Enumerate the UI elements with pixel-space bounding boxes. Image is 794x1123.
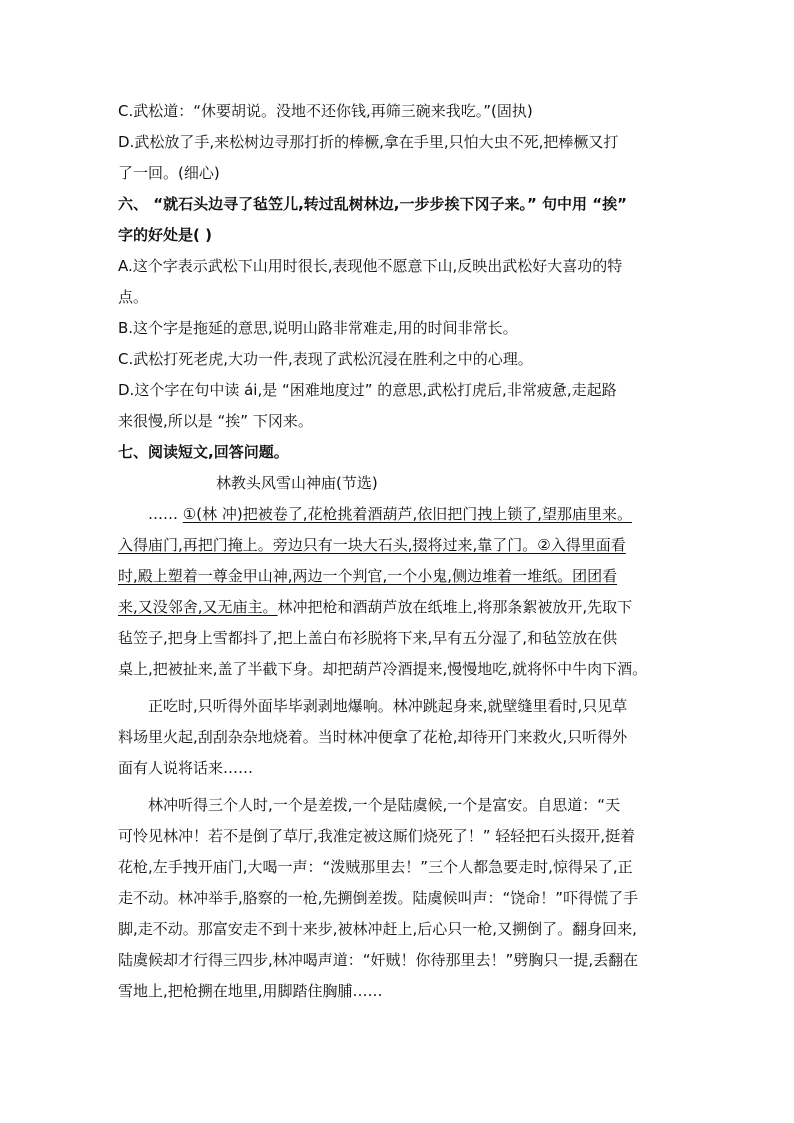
passage-p3-line6: 陆虞候却才行得三四步,林冲喝声道：“奸贼！你待那里去！”劈胸只一提,丢翻在 xyxy=(118,951,639,969)
passage-p3-line1: 林冲听得三个人时,一个是差拨,一个是陆虞候,一个是富安。自思道：“天 xyxy=(148,796,621,814)
q7-heading: 七、阅读短文,回答问题。 xyxy=(118,443,289,461)
q6-option-a-line2: 点。 xyxy=(118,288,149,306)
passage-p3-line4: 走不动。林冲举手,胳察的一枪,先搠倒差拨。陆虞候叫声：“饶命！”吓得慌了手 xyxy=(118,889,639,907)
q5-option-d-line2: 了一回。(细心) xyxy=(118,164,220,182)
q5-option-c: C.武松道：“休要胡说。没地不还你钱,再筛三碗来我吃。”(固执) xyxy=(118,102,533,120)
q6-stem-line2: 字的好处是( ) xyxy=(118,226,212,244)
q6-option-b: B.这个字是拖延的意思,说明山路非常难走,用的时间非常长。 xyxy=(118,319,518,337)
passage-p1-line4 xyxy=(118,592,698,623)
passage-text: 林冲把枪和酒葫芦放在纸堆上,将那条絮被放开,先取下 xyxy=(277,598,633,616)
underlined-sentence: 时,殿上塑着一尊金甲山神,两边一个判官,一个小鬼,侧边堆着一堆纸。团团看 xyxy=(118,567,618,585)
passage-p1-line2 xyxy=(118,530,698,561)
ellipsis: …… xyxy=(148,505,183,523)
q6-option-a-line1: A.这个字表示武松下山用时很长,表现他不愿意下山,反映出武松好大喜功的特 xyxy=(118,257,623,275)
q6-option-d-line1: D.这个字在句中读 ái,是 “困难地度过” 的意思,武松打虎后,非常疲惫,走起路 xyxy=(118,381,617,399)
passage-p1-line5: 毡笠子,把身上雪都抖了,把上盖白布衫脱将下来,早有五分湿了,和毡笠放在供 xyxy=(118,629,618,647)
passage-p2-line2: 料场里火起,刮刮杂杂地烧着。当时林冲便拿了花枪,却待开门来救火,只听得外 xyxy=(118,728,628,746)
passage-p2-line1: 正吃时,只听得外面毕毕剥剥地爆响。林冲跳起身来,就壁缝里看时,只见草 xyxy=(148,697,628,715)
underlined-sentence: 入得庙门,再把门掩上。旁边只有一块大石头,掇将过来,靠了门。②入得里面看 xyxy=(118,536,626,554)
passage-p1-line6: 桌上,把被扯来,盖了半截下身。却把葫芦冷酒提来,慢慢地吃,就将怀中牛肉下酒。 xyxy=(118,660,648,678)
passage-p2-line3: 面有人说将话来…… xyxy=(118,759,254,777)
document-page xyxy=(118,96,698,1007)
passage-title: 林教头风雪山神庙(节选) xyxy=(216,474,378,492)
underlined-sentence: ①(林 冲)把被卷了,花枪挑着酒葫芦,依旧把门拽上锁了,望那庙里来。 xyxy=(182,505,633,523)
q6-option-c: C.武松打死老虎,大功一件,表现了武松沉浸在胜利之中的心理。 xyxy=(118,350,533,368)
passage-p3-line3: 花枪,左手拽开庙门,大喝一声：“泼贼那里去！”三个人都急要走时,惊得呆了,正 xyxy=(118,858,633,876)
q6-option-d-line2: 来很慢,所以是 “挨” 下冈来。 xyxy=(118,412,313,430)
passage-p3-line5: 脚,走不动。那富安走不到十来步,被林冲赶上,后心只一枪,又搠倒了。翻身回来, xyxy=(118,920,637,938)
passage-p1-line3 xyxy=(118,561,698,592)
underlined-sentence: 来,又没邻舍,又无庙主。 xyxy=(118,598,278,616)
passage-p3-line7: 雪地上,把枪搠在地里,用脚踏住胸脯…… xyxy=(118,982,383,1000)
q6-stem-line1: 六、 “就石头边寻了毡笠儿,转过乱树林边,一步步挨下冈子来。” 句中用 “挨” xyxy=(118,195,627,213)
passage-p1-line1 xyxy=(118,499,698,530)
q5-option-d-line1: D.武松放了手,来松树边寻那打折的棒橛,拿在手里,只怕大虫不死,把棒橛又打 xyxy=(118,133,619,151)
passage-p3-line2: 可怜见林冲！若不是倒了草厅,我准定被这厮们烧死了！” 轻轻把石头掇开,挺着 xyxy=(118,827,636,845)
